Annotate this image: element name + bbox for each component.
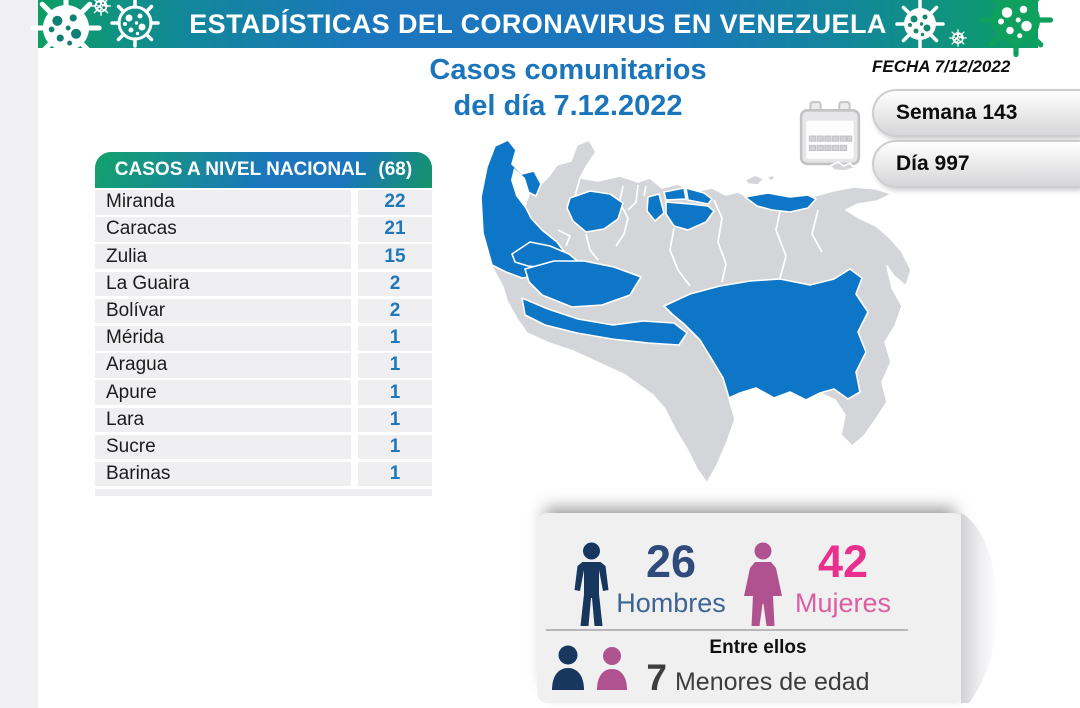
state-name: Aragua (95, 353, 351, 378)
state-cases: 22 (358, 190, 432, 215)
woman-bust-icon (597, 647, 627, 690)
virus-icon (950, 30, 967, 47)
table-row (95, 462, 432, 487)
virus-icon (92, 0, 110, 15)
cases-table-header (95, 152, 432, 188)
mujeres-value: 42 (817, 536, 869, 587)
state-name: Caracas (95, 217, 351, 242)
table-rows (95, 190, 432, 486)
state-cases: 1 (358, 380, 432, 405)
page-title (378, 52, 758, 124)
badge-semana-label: Semana 143 (896, 101, 1018, 124)
state-name: Barinas (95, 462, 351, 487)
island-nueva-esparta (745, 175, 764, 185)
table-row (95, 326, 432, 351)
left-page-margin (0, 0, 38, 708)
banner-title: ESTADÍSTICAS DEL CORONAVIRUS EN VENEZUELA (189, 8, 887, 39)
mujeres-label: Mujeres (794, 588, 892, 618)
banner (38, 0, 1038, 48)
menores-label: Menores de edad (674, 668, 870, 696)
cases-table-footer (95, 489, 432, 496)
table-row (95, 353, 432, 378)
state-cases: 2 (358, 299, 432, 324)
state-cases: 1 (358, 462, 432, 487)
menores-intro: Entre ellos (709, 637, 807, 658)
minors-bust-icons (550, 644, 634, 692)
state-cases: 1 (358, 353, 432, 378)
hombres-value: 26 (645, 536, 697, 587)
fecha-label: FECHA 7/12/2022 (872, 57, 1011, 76)
woman-icon (740, 542, 786, 628)
state-cases: 2 (358, 272, 432, 297)
mujeres-stat (785, 538, 901, 620)
table-row (95, 380, 432, 405)
state-name: Zulia (95, 244, 351, 269)
table-row (95, 435, 432, 460)
virus-icon (982, 0, 1051, 55)
state-name: Bolívar (95, 299, 351, 324)
state-cases: 1 (358, 326, 432, 351)
panel-divider (546, 629, 908, 631)
page-title-line2: del día 7.12.2022 (453, 90, 683, 122)
table-row (95, 244, 432, 269)
badge-semana (872, 89, 1080, 137)
cases-table-title: CASOS A NIVEL NACIONAL (114, 159, 367, 180)
man-bust-icon (552, 646, 584, 691)
state-name: Miranda (95, 190, 351, 215)
table-row (95, 217, 432, 242)
island-cluster (830, 162, 854, 171)
page-title-line1: Casos comunitarios (429, 54, 707, 86)
cases-table (95, 152, 432, 496)
hombres-label: Hombres (616, 588, 726, 618)
state-cases: 1 (358, 408, 432, 433)
badge-dia-label: Día 997 (896, 152, 970, 175)
state-name: Lara (95, 408, 351, 433)
table-row (95, 408, 432, 433)
state-cases: 21 (358, 217, 432, 242)
virus-icon (33, 0, 99, 61)
island-small (767, 175, 775, 181)
menores-stat (633, 635, 883, 699)
table-row (95, 272, 432, 297)
man-icon (571, 542, 612, 628)
table-row (95, 299, 432, 324)
state-cases: 1 (358, 435, 432, 460)
table-row (95, 190, 432, 215)
cases-table-total: (68) (378, 159, 413, 180)
virus-icon (112, 0, 158, 46)
page-curl (961, 513, 1005, 703)
virus-icon (897, 1, 943, 47)
state-name: Apure (95, 380, 351, 405)
menores-line (633, 657, 883, 699)
state-name: Sucre (95, 435, 351, 460)
gender-panel (537, 513, 963, 703)
state-name: La Guaira (95, 272, 351, 297)
hombres-stat (613, 538, 729, 620)
state-cases: 15 (358, 244, 432, 269)
venezuela-map (478, 138, 958, 498)
state-name: Mérida (95, 326, 351, 351)
menores-value: 7 (646, 657, 667, 698)
